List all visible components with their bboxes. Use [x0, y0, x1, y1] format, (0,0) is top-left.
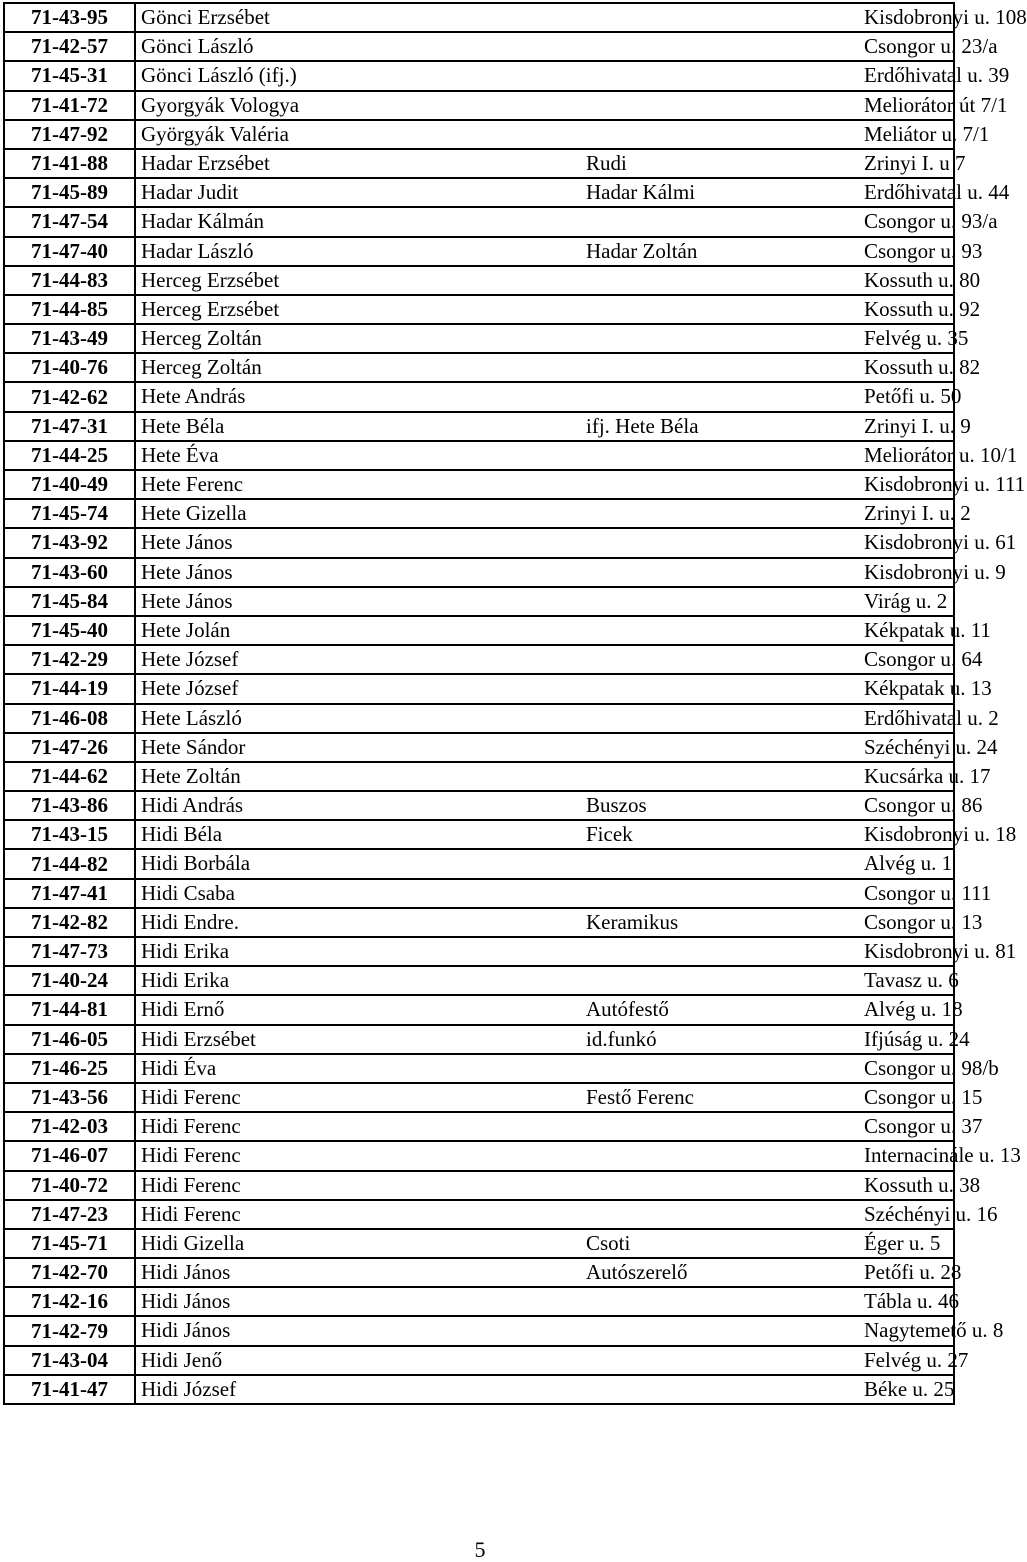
- table-row: [4, 120, 954, 149]
- entry-details: Hete János Virág u. 2: [135, 587, 954, 616]
- table-row: [4, 616, 954, 645]
- phone-number: 71-42-03: [4, 1112, 135, 1141]
- table-row: [4, 1258, 954, 1287]
- entry-details: Herceg Erzsébet Kossuth u. 92: [135, 295, 954, 324]
- entry-details: Hete József Kékpatak u. 13: [135, 674, 954, 703]
- phone-number: 71-47-40: [4, 237, 135, 266]
- entry-details: Hidi Borbála Alvég u. 1: [135, 849, 954, 878]
- table-row: [4, 1171, 954, 1200]
- person-name: Hete Gizella: [141, 501, 247, 526]
- phone-number: 71-45-31: [4, 61, 135, 90]
- table-row: [4, 587, 954, 616]
- entry-details: Hidi János Tábla u. 46: [135, 1287, 954, 1316]
- person-name: Hidi Ferenc: [141, 1201, 241, 1226]
- person-name: Hidi Éva: [141, 1055, 217, 1080]
- person-name: Gönci Erzsébet: [141, 5, 270, 29]
- table-row: [4, 1025, 954, 1054]
- person-name: Hidi Jenő: [141, 1347, 223, 1372]
- entry-details: Herceg Zoltán Felvég u. 35: [135, 324, 954, 353]
- entry-details: Gönci László Csongor u. 23/a: [135, 32, 954, 61]
- person-name: Hete László: [141, 705, 242, 730]
- phone-number: 71-42-82: [4, 908, 135, 937]
- entry-details: Hidi Béla Ficek Kisdobronyi u. 18: [135, 820, 954, 849]
- phone-number: 71-43-92: [4, 528, 135, 557]
- entry-details: Herceg Erzsébet Kossuth u. 80: [135, 266, 954, 295]
- person-name: Hete Sándor: [141, 734, 246, 759]
- person-name: Hadar Judit: [141, 180, 239, 205]
- table-row: [4, 353, 954, 382]
- table-row: [4, 733, 954, 762]
- phone-number: 71-40-49: [4, 470, 135, 499]
- table-row: [4, 382, 954, 411]
- table-row: [4, 237, 954, 266]
- table-row: [4, 528, 954, 557]
- person-name: Hete András: [141, 384, 246, 409]
- phone-number: 71-43-49: [4, 324, 135, 353]
- table-row: [4, 149, 954, 178]
- person-name: Gyorgyák Vologya: [141, 92, 300, 117]
- person-name: Hete János: [141, 588, 233, 613]
- entry-details: Hidi Ferenc Internacinále u. 13: [135, 1141, 954, 1170]
- phone-number: 71-43-15: [4, 820, 135, 849]
- table-row: [4, 3, 954, 32]
- table-row: [4, 1054, 954, 1083]
- person-name: Hete János: [141, 559, 233, 584]
- table-row: [4, 1083, 954, 1112]
- entry-details: Hidi András Buszos Csongor u. 86: [135, 791, 954, 820]
- person-name: Gönci László (ifj.): [141, 63, 297, 88]
- person-name: Hidi Borbála: [141, 851, 251, 876]
- person-name: Hidi Csaba: [141, 880, 235, 905]
- table-row: [4, 558, 954, 587]
- phone-number: 71-47-54: [4, 207, 135, 236]
- entry-details: Hidi Erika Kisdobronyi u. 81: [135, 937, 954, 966]
- phone-number: 71-40-76: [4, 353, 135, 382]
- person-name: Hidi Ferenc: [141, 1114, 241, 1139]
- entry-details: Hete Jolán Kékpatak u. 11: [135, 616, 954, 645]
- table-row: [4, 178, 954, 207]
- entry-details: Hidi Jenő Felvég u. 27: [135, 1346, 954, 1375]
- phone-number: 71-43-04: [4, 1346, 135, 1375]
- phone-number: 71-46-25: [4, 1054, 135, 1083]
- person-name: Hidi Ernő: [141, 997, 225, 1022]
- person-name: Hidi Erika: [141, 939, 230, 963]
- entry-details: Hidi József Béke u. 25: [135, 1375, 954, 1404]
- table-row: [4, 937, 954, 966]
- phone-number: 71-41-88: [4, 149, 135, 178]
- phone-number: 71-44-19: [4, 674, 135, 703]
- table-row: [4, 295, 954, 324]
- entry-details: Hete Éva Meliorátor u. 10/1: [135, 441, 954, 470]
- phone-number: 71-43-95: [4, 3, 135, 32]
- person-name: Hete József: [141, 676, 239, 701]
- entry-details: Hete József Csongor u. 64: [135, 645, 954, 674]
- table-row: [4, 995, 954, 1024]
- phone-number: 71-45-89: [4, 178, 135, 207]
- person-name: Hidi János: [141, 1318, 231, 1343]
- phone-number: 71-45-71: [4, 1229, 135, 1258]
- table-row: [4, 762, 954, 791]
- entry-details: Gönci László (ifj.) Erdőhivatal u. 39: [135, 61, 954, 90]
- phone-number: 71-42-70: [4, 1258, 135, 1287]
- person-name: Hidi Ferenc: [141, 1084, 241, 1109]
- table-row: [4, 849, 954, 878]
- phone-number: 71-44-85: [4, 295, 135, 324]
- entry-details: Hidi Ferenc Festő Ferenc Csongor u. 15: [135, 1083, 954, 1112]
- person-name: Hidi János: [141, 1260, 231, 1285]
- phone-number: 71-46-08: [4, 704, 135, 733]
- entry-details: Hete Ferenc Kisdobronyi u. 111: [135, 470, 954, 499]
- person-name: Herceg Zoltán: [141, 326, 262, 351]
- entry-details: Hidi Ernő Autófestő Alvég u. 18: [135, 995, 954, 1024]
- phone-number: 71-40-24: [4, 966, 135, 995]
- phone-number: 71-44-83: [4, 266, 135, 295]
- entry-details: Hadar Erzsébet Rudi Zrinyi I. u 7: [135, 149, 954, 178]
- phone-number: 71-46-07: [4, 1141, 135, 1170]
- entry-details: Hidi Csaba Csongor u. 111: [135, 879, 954, 908]
- person-name: Hete Ferenc: [141, 472, 244, 496]
- entry-details: Hete András Petőfi u. 50: [135, 382, 954, 411]
- table-row: [4, 1200, 954, 1229]
- phone-number: 71-47-73: [4, 937, 135, 966]
- entry-details: Gyorgyák Vologya Meliorátor út 7/1: [135, 91, 954, 120]
- person-name: Hidi János: [141, 1289, 231, 1314]
- table-row: [4, 207, 954, 236]
- entry-details: Györgyák Valéria Meliátor u. 7/1: [135, 120, 954, 149]
- phone-number: 71-47-31: [4, 412, 135, 441]
- directory-rows: [4, 3, 1027, 1404]
- entry-details: Hadar László Hadar Zoltán Csongor u. 93: [135, 237, 954, 266]
- person-name: Hidi József: [141, 1376, 237, 1401]
- table-row: [4, 441, 954, 470]
- entry-details: Hidi Erika Tavasz u. 6: [135, 966, 954, 995]
- phone-number: 71-45-84: [4, 587, 135, 616]
- entry-details: Hadar Judit Hadar Kálmi Erdőhivatal u. 44: [135, 178, 954, 207]
- person-name: Hete János: [141, 530, 233, 555]
- entry-details: Hidi János Autószerelő Petőfi u. 28: [135, 1258, 954, 1287]
- person-name: Hadar Erzsébet: [141, 150, 270, 175]
- person-name: Hidi Béla: [141, 822, 223, 847]
- phone-number: 71-41-47: [4, 1375, 135, 1404]
- phone-number: 71-47-23: [4, 1200, 135, 1229]
- table-row: [4, 674, 954, 703]
- table-row: [4, 499, 954, 528]
- phone-number: 71-45-40: [4, 616, 135, 645]
- table-row: [4, 1346, 954, 1375]
- entry-details: Hete László Erdőhivatal u. 2: [135, 704, 954, 733]
- page-number: 5: [474, 1537, 486, 1562]
- entry-details: Hete János Kisdobronyi u. 61: [135, 528, 954, 557]
- person-name: Hidi Ferenc: [141, 1143, 241, 1168]
- table-row: [4, 1112, 954, 1141]
- entry-details: Herceg Zoltán Kossuth u. 82: [135, 353, 954, 382]
- phone-directory-table: [3, 2, 1027, 1405]
- person-name: Hete Béla: [141, 413, 225, 438]
- table-row: [4, 966, 954, 995]
- phone-number: 71-43-86: [4, 791, 135, 820]
- phone-number: 71-43-56: [4, 1083, 135, 1112]
- person-name: Hadar Kálmán: [141, 209, 265, 234]
- phone-number: 71-44-62: [4, 762, 135, 791]
- entry-details: Hidi Ferenc Széchényi u. 16: [135, 1200, 954, 1229]
- person-name: Hidi András: [141, 793, 244, 818]
- entry-details: Hete Sándor Széchényi u. 24: [135, 733, 954, 762]
- person-name: Hidi Gizella: [141, 1230, 245, 1255]
- table-row: [4, 1141, 954, 1170]
- entry-details: Hidi Ferenc Kossuth u. 38: [135, 1171, 954, 1200]
- person-name: Hadar László: [141, 238, 254, 263]
- phone-number: 71-47-26: [4, 733, 135, 762]
- phone-number: 71-42-29: [4, 645, 135, 674]
- person-name: Hidi Ferenc: [141, 1172, 241, 1197]
- person-name: Hidi Endre.: [141, 909, 239, 934]
- table-row: [4, 791, 954, 820]
- table-row: [4, 32, 954, 61]
- phone-number: 71-42-79: [4, 1316, 135, 1345]
- table-row: [4, 266, 954, 295]
- entry-details: Hidi Erzsébet id.funkó Ifjúság u. 24: [135, 1025, 954, 1054]
- table-row: [4, 61, 954, 90]
- table-row: [4, 1229, 954, 1258]
- phone-number: 71-41-72: [4, 91, 135, 120]
- person-name: Hete Jolán: [141, 617, 231, 642]
- person-name: Herceg Zoltán: [141, 355, 262, 380]
- phone-number: 71-47-41: [4, 879, 135, 908]
- table-row: [4, 91, 954, 120]
- table-row: [4, 645, 954, 674]
- person-name: Herceg Erzsébet: [141, 267, 280, 292]
- table-row: [4, 1316, 954, 1345]
- person-name: Herceg Erzsébet: [141, 296, 280, 321]
- entry-details: Hadar Kálmán Csongor u. 93/a: [135, 207, 954, 236]
- table-row: [4, 324, 954, 353]
- table-row: [4, 908, 954, 937]
- entry-details: Hidi János Nagytemető u. 8: [135, 1316, 954, 1345]
- entry-details: Hidi Éva Csongor u. 98/b: [135, 1054, 954, 1083]
- person-name: Hidi Erika: [141, 968, 230, 993]
- table-row: [4, 412, 954, 441]
- table-row: [4, 820, 954, 849]
- phone-number: 71-44-25: [4, 441, 135, 470]
- phone-number: 71-40-72: [4, 1171, 135, 1200]
- entry-details: Hete Gizella Zrinyi I. u. 2: [135, 499, 954, 528]
- table-row: [4, 1287, 954, 1316]
- entry-details: Hete Zoltán Kucsárka u. 17: [135, 762, 954, 791]
- person-name: Hidi Erzsébet: [141, 1026, 256, 1051]
- entry-details: Gönci Erzsébet Kisdobronyi u. 108: [135, 3, 954, 32]
- phone-number: 71-42-62: [4, 382, 135, 411]
- phone-number: 71-44-82: [4, 849, 135, 878]
- person-name: Györgyák Valéria: [141, 121, 289, 146]
- phone-number: 71-42-16: [4, 1287, 135, 1316]
- person-name: Hete József: [141, 647, 239, 672]
- phone-number: 71-47-92: [4, 120, 135, 149]
- person-name: Hete Éva: [141, 442, 219, 467]
- table-row: [4, 1375, 954, 1404]
- table-row: [4, 470, 954, 499]
- phone-number: 71-42-57: [4, 32, 135, 61]
- table-row: [4, 879, 954, 908]
- entry-details: Hete Béla ifj. Hete Béla Zrinyi I. u. 9: [135, 412, 954, 441]
- phone-number: 71-43-60: [4, 558, 135, 587]
- entry-details: Hidi Gizella Csoti Éger u. 5: [135, 1229, 954, 1258]
- phone-number: 71-45-74: [4, 499, 135, 528]
- entry-details: Hidi Ferenc Csongor u. 37: [135, 1112, 954, 1141]
- entry-details: Hete János Kisdobronyi u. 9: [135, 558, 954, 587]
- table-row: [4, 704, 954, 733]
- phone-number: 71-46-05: [4, 1025, 135, 1054]
- person-name: Hete Zoltán: [141, 763, 241, 788]
- entry-details: Hidi Endre. Keramikus Csongor u. 13: [135, 908, 954, 937]
- phone-number: 71-44-81: [4, 995, 135, 1024]
- person-name: Gönci László: [141, 34, 254, 59]
